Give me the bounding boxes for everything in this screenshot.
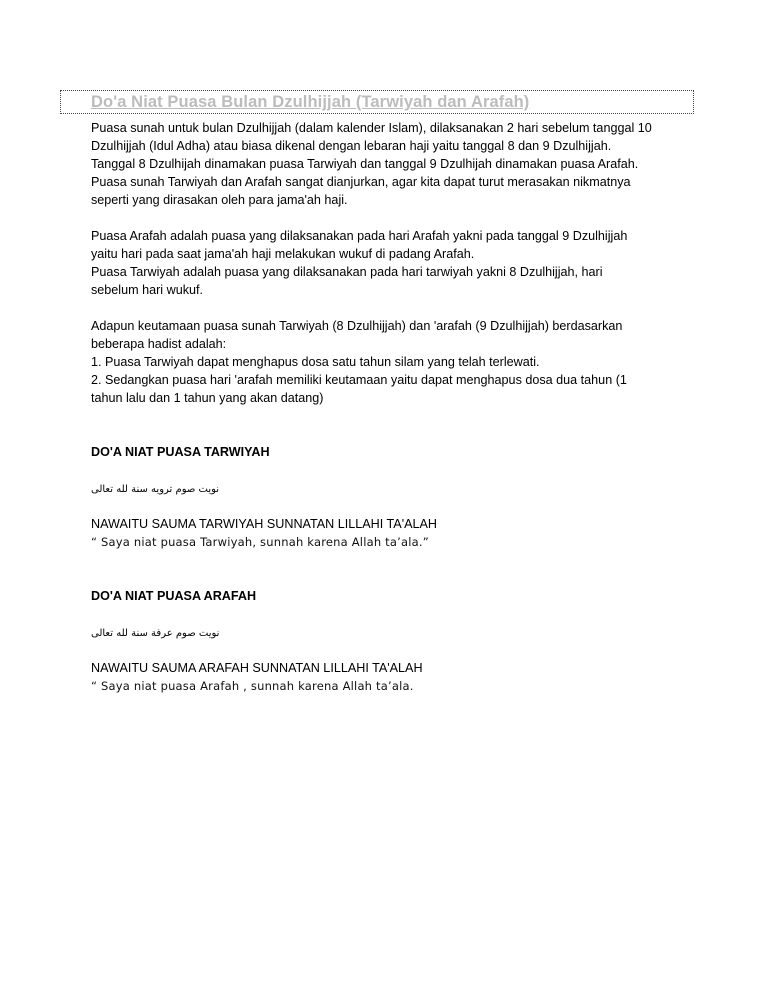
tarwiyah-section bbox=[91, 443, 671, 551]
text-line: sebelum hari wukuf. bbox=[91, 283, 203, 297]
section-heading-tarwiyah: DO'A NIAT PUASA TARWIYAH bbox=[91, 445, 270, 459]
definition-paragraph bbox=[91, 227, 671, 299]
text-line: Puasa Arafah adalah puasa yang dilaksanakan pada hari Arafah yakni pada tanggal 9 Dzulhijjah bbox=[91, 229, 628, 243]
virtues-paragraph bbox=[91, 317, 671, 407]
text-line: seperti yang dirasakan oleh para jama'ah haji. bbox=[91, 193, 348, 207]
document-body bbox=[91, 119, 671, 695]
transliteration-arafah: NAWAITU SAUMA ARAFAH SUNNATAN LILLAHI TA'ALAH bbox=[91, 661, 423, 675]
arabic-prayer-arafah: نويت صوم عرفة سنة لله تعالى bbox=[91, 628, 220, 639]
text-line: Puasa Tarwiyah adalah puasa yang dilaksanakan pada hari tarwiyah yakni 8 Dzulhijjah, hari bbox=[91, 265, 603, 279]
text-line: Puasa sunah Tarwiyah dan Arafah sangat dianjurkan, agar kita dapat turut merasakan nikmatnya bbox=[91, 175, 631, 189]
text-line: Adapun keutamaan puasa sunah Tarwiyah (8 Dzulhijjah) dan 'arafah (9 Dzulhijjah) berdasarkan bbox=[91, 319, 623, 333]
text-line: Tanggal 8 Dzulhijah dinamakan puasa Tarwiyah dan tanggal 9 Dzulhijah dinamakan puasa Arafah. bbox=[91, 157, 639, 171]
arabic-prayer-tarwiyah: نويت صوم ترويه سنة لله تعالى bbox=[91, 484, 220, 495]
transliteration-tarwiyah: NAWAITU SAUMA TARWIYAH SUNNATAN LILLAHI TA'ALAH bbox=[91, 517, 437, 531]
text-line: 1. Puasa Tarwiyah dapat menghapus dosa satu tahun silam yang telah terlewati. bbox=[91, 355, 540, 369]
arafah-section bbox=[91, 587, 671, 695]
text-line: beberapa hadist adalah: bbox=[91, 337, 227, 351]
text-line: 2. Sedangkan puasa hari 'arafah memiliki keutamaan yaitu dapat menghapus dosa dua tahun (1 bbox=[91, 373, 627, 387]
text-line: Dzulhijjah (Idul Adha) atau biasa dikenal dengan lebaran haji yaitu tanggal 8 dan 9 Dzulhijjah. bbox=[91, 139, 612, 153]
intro-paragraph bbox=[91, 119, 671, 209]
text-line: Puasa sunah untuk bulan Dzulhijjah (dalam kalender Islam), dilaksanakan 2 hari sebelum tanggal 10 bbox=[91, 121, 652, 135]
translation-tarwiyah: “ Saya niat puasa Tarwiyah, sunnah karena Allah ta’ala.” bbox=[91, 535, 429, 549]
text-line: yaitu hari pada saat jama'ah haji melakukan wukuf di padang Arafah. bbox=[91, 247, 475, 261]
page-title: Do'a Niat Puasa Bulan Dzulhijjah (Tarwiyah dan Arafah) bbox=[91, 93, 530, 111]
translation-arafah: “ Saya niat puasa Arafah , sunnah karena Allah ta’ala. bbox=[91, 679, 414, 693]
text-line: tahun lalu dan 1 tahun yang akan datang) bbox=[91, 391, 324, 405]
section-heading-arafah: DO'A NIAT PUASA ARAFAH bbox=[91, 589, 257, 603]
